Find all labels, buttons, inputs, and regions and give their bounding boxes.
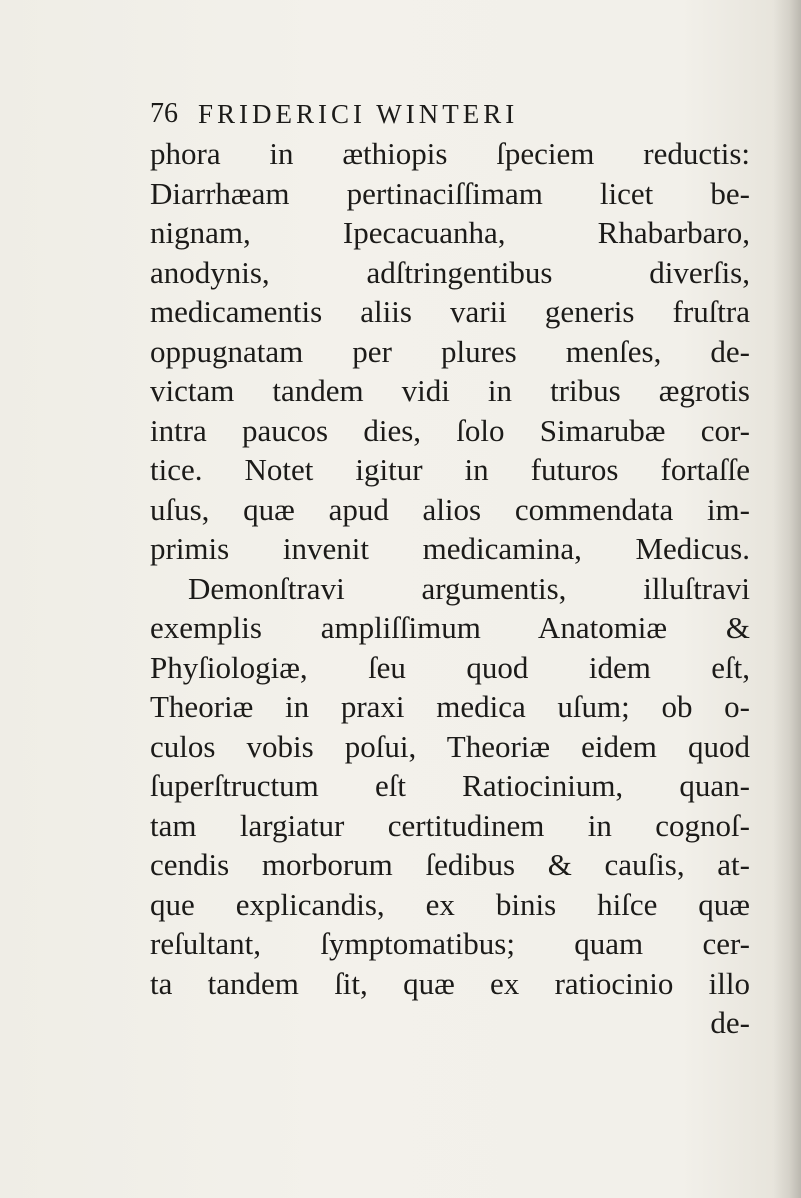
catchword: de-: [710, 1005, 750, 1040]
text-line: reſultant, ſymptomatibus; quam cer-: [150, 926, 750, 961]
text-line: exemplis ampliſſimum Anatomiæ &: [150, 610, 750, 645]
body-text: [150, 134, 750, 1043]
text-line: oppugnatam per plures menſes, de-: [150, 333, 750, 369]
page-number: 76: [150, 98, 178, 129]
text-line: medicamentis aliis varii generis fruſtra: [150, 294, 750, 329]
text-line: culos vobis poſui, Theoriæ eidem quod: [150, 728, 750, 764]
text-line: primis invenit medicamina, Medicus.: [150, 531, 750, 566]
text-line: intra paucos dies, ſolo Simarubæ cor-: [150, 412, 750, 448]
text-line: ta tandem ſit, quæ ex ratiocinio illo: [150, 965, 750, 1001]
text-line: cendis morborum ſedibus & cauſis, at-: [150, 847, 750, 882]
text-line: Phyſiologiæ, ſeu quod idem eſt,: [150, 649, 750, 685]
running-head: FRIDERICI WINTERI: [198, 99, 519, 129]
text-line: victam tandem vidi in tribus ægrotis: [150, 373, 750, 408]
page-header: [150, 96, 710, 132]
page-edge-shadow: [773, 0, 801, 1198]
text-line: phora in æthiopis ſpeciem reductis:: [150, 136, 750, 171]
text-line: uſus, quæ apud alios commendata im-: [150, 491, 750, 527]
text-line: Diarrhæam pertinaciſſimam licet be-: [150, 175, 750, 211]
text-line: ſuperſtructum eſt Ratiocinium, quan-: [150, 768, 750, 803]
text-line: nignam, Ipecacuanha, Rhabarbaro,: [150, 215, 750, 250]
text-line: anodynis, adſtringentibus diverſis,: [150, 254, 750, 290]
text-line: tice. Notet igitur in futuros fortaſſe: [150, 452, 750, 487]
text-line: Demonſtravi argumentis, illuſtravi: [188, 570, 750, 606]
text-line: que explicandis, ex binis hiſce quæ: [150, 886, 750, 922]
text-line: Theoriæ in praxi medica uſum; ob o-: [150, 689, 750, 724]
text-line: tam largiatur certitudinem in cognoſ-: [150, 807, 750, 843]
